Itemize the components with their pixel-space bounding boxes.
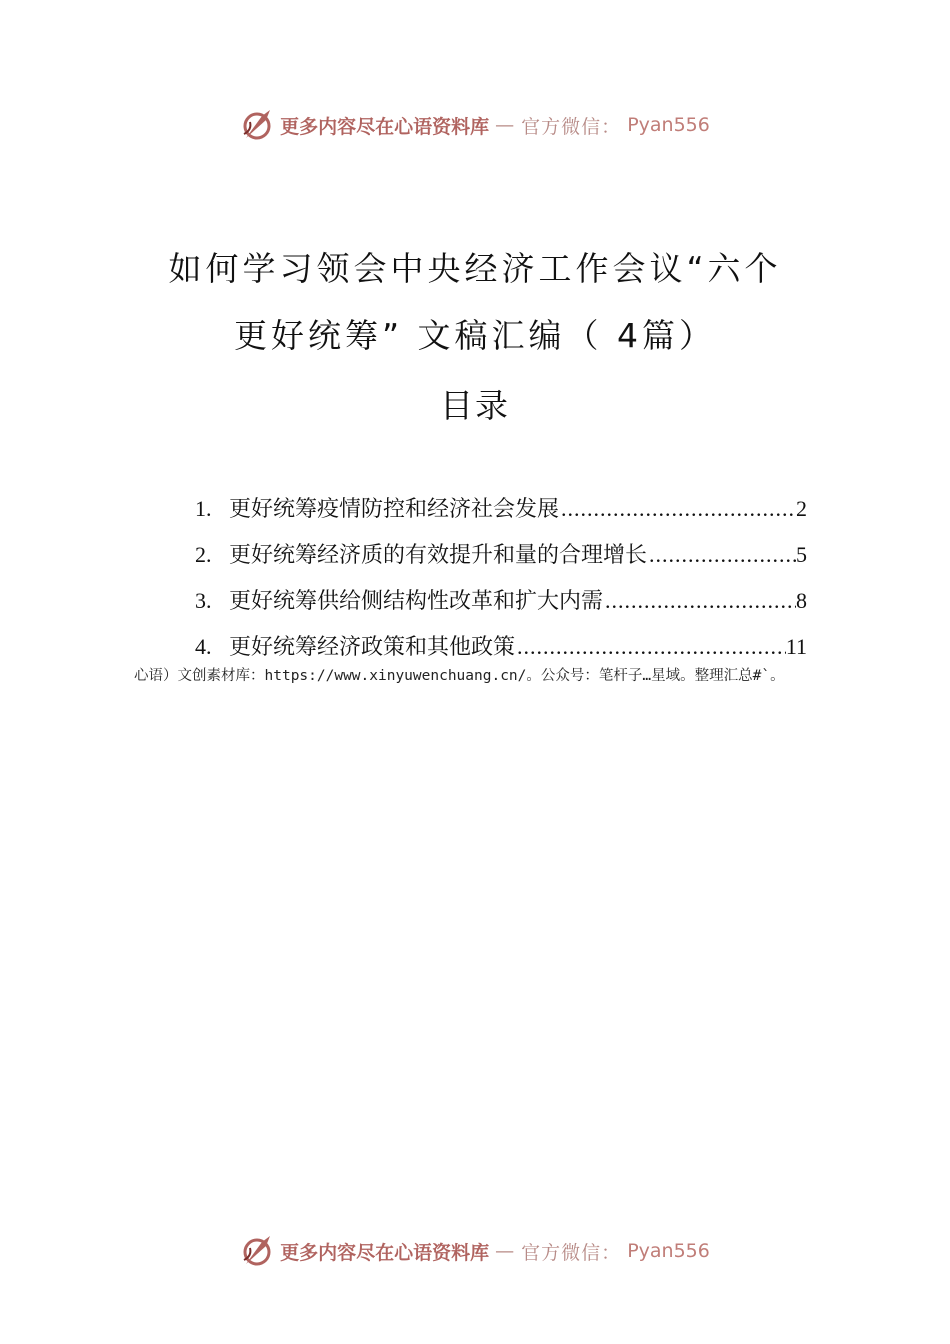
brand-sub-text: 官方微信： xyxy=(521,1241,622,1264)
toc-entry[interactable] xyxy=(195,584,807,630)
brand-text: 更多内容尽在心语资料库 xyxy=(280,115,490,138)
header-banner xyxy=(0,108,950,142)
toc-entry[interactable] xyxy=(195,492,807,538)
brand-sub-text: 官方微信： xyxy=(521,115,622,138)
toc-entry-text: 更好统筹经济政策和其他政策 xyxy=(229,635,516,660)
source-note: 心语）文创素材库：https://www.xinyuwenchuang.cn/。公众号：笔杆子…星域。整理汇总#`。 xyxy=(134,668,785,684)
toc-entry-text: 更好统筹供给侧结构性改革和扩大内需 xyxy=(229,589,604,614)
brand-separator: — xyxy=(495,114,516,136)
toc-entry-number: 3. xyxy=(195,588,212,613)
toc-entry-number: 2. xyxy=(195,542,212,567)
toc-leader-dots xyxy=(559,496,796,522)
document-title-line-1: 如何学习领会中央经济工作会议“六个 xyxy=(168,249,782,288)
toc-heading: 目录 xyxy=(440,386,510,425)
toc-entry-text: 更好统筹经济质的有效提升和量的合理增长 xyxy=(229,543,648,568)
toc-entry-text: 更好统筹疫情防控和经济社会发展 xyxy=(229,497,560,522)
table-of-contents xyxy=(195,492,807,676)
toc-entry-page: 5 xyxy=(796,542,807,567)
brand-account: Pyan556 xyxy=(627,114,710,136)
toc-leader-dots xyxy=(603,588,796,614)
toc-entry-number: 1. xyxy=(195,496,212,521)
toc-leader-dots xyxy=(647,542,796,568)
document-title-line-2: 更好统筹” 文稿汇编（ 4篇） xyxy=(233,316,717,355)
toc-entry[interactable] xyxy=(195,538,807,584)
brand-separator: — xyxy=(495,1240,516,1262)
toc-entry-page: 11 xyxy=(785,634,807,659)
quill-pen-logo-icon xyxy=(240,1234,274,1268)
brand-account: Pyan556 xyxy=(627,1240,710,1262)
brand-text: 更多内容尽在心语资料库 xyxy=(280,1241,490,1264)
toc-leader-dots xyxy=(515,634,786,660)
toc-entry-page: 2 xyxy=(796,496,807,521)
toc-entry-page: 8 xyxy=(796,588,807,613)
footer-banner xyxy=(0,1234,950,1268)
quill-pen-logo-icon xyxy=(240,108,274,142)
toc-entry-number: 4. xyxy=(195,634,212,659)
